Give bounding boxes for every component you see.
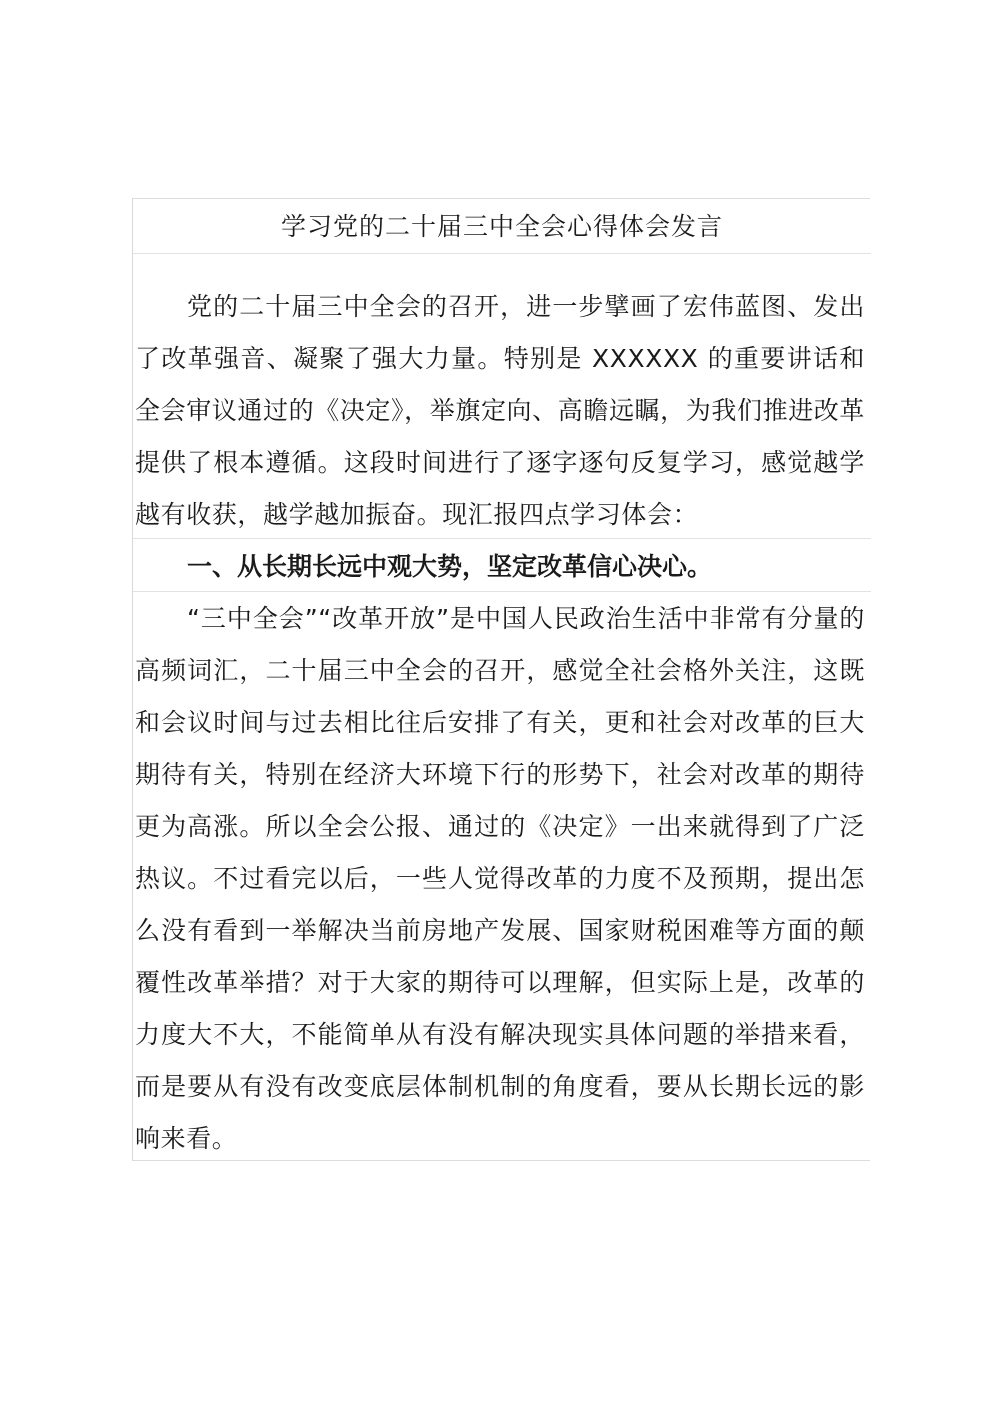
document-frame: [132, 198, 870, 1161]
paragraph-section-1: “三中全会”“改革开放”是中国人民政治生活中非常有分量的高频词汇，二十届三中全会的召开，感觉全社会格外关注，这既和会议时间与过去相比往后安排了有关，更和社会对改革的巨大期待有关，特别在经济大环境下行的形势下，社会对改革的期待更为高涨。所以全会公报、通过的《决定》一出来就得到了广泛热议。不过看完以后，一些人觉得改革的力度不及预期，提出怎么没有看到一举解决当前房地产发展、国家财税困难等方面的颠覆性改革举措？对于大家的期待可以理解，但实际上是，改革的力度大不大，不能简单从有没有解决现实具体问题的举措来看，而是要从有没有改变底层体制机制的角度看，要从长期长远的影响来看。: [135, 604, 865, 1153]
paragraph-intro: 党的二十届三中全会的召开，进一步擘画了宏伟蓝图、发出了改革强音、凝聚了强大力量。特别是 XXXXXX 的重要讲话和全会审议通过的《决定》，举旗定向、高瞻远瞩，为我们推进改革提供了根本遵循。这段时间进行了逐字逐句反复学习，感觉越学越有收获，越学越加振奋。现汇报四点学习体会：: [135, 292, 865, 529]
divider: [133, 538, 871, 539]
section-heading-1: 一、从长期长远中观大势，坚定改革信心决心。: [187, 552, 713, 581]
document-title: 学习党的二十届三中全会心得体会发言: [280, 212, 723, 241]
divider: [133, 591, 871, 592]
divider: [133, 253, 871, 254]
